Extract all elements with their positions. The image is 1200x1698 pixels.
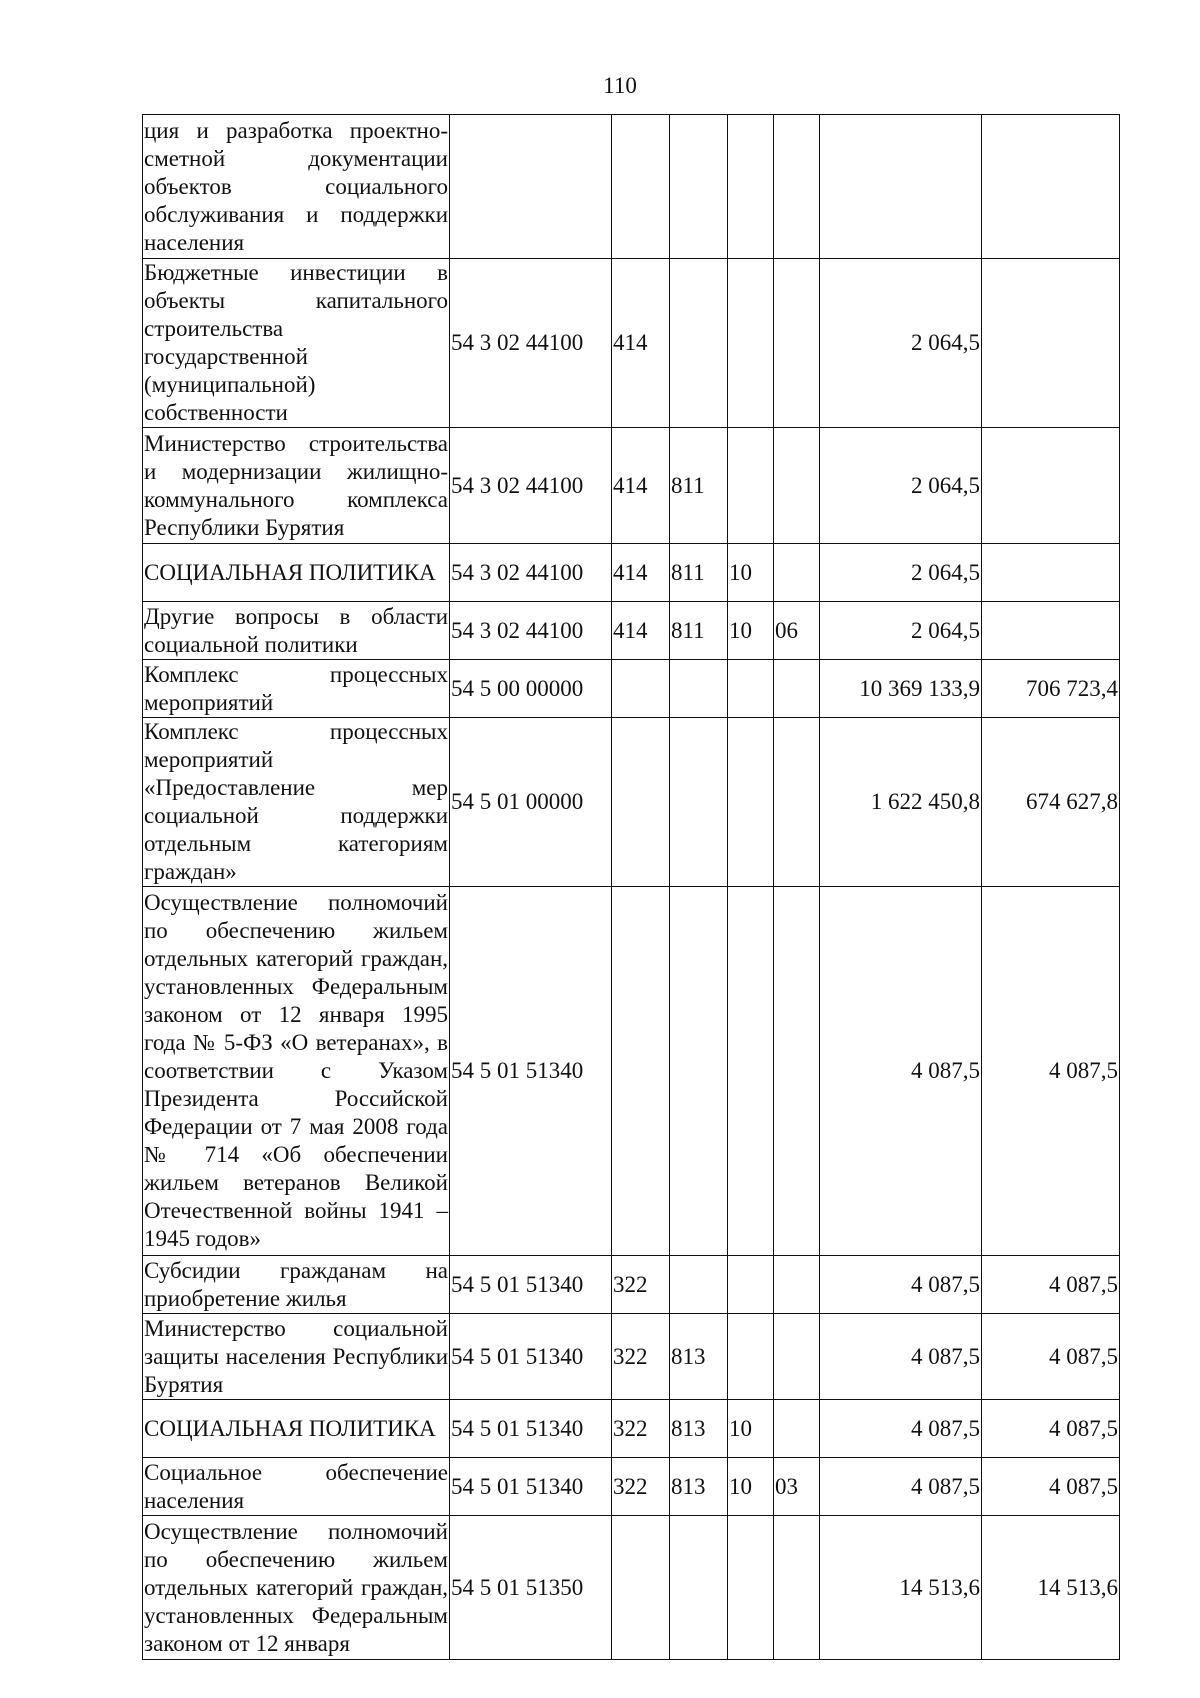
row-description: Субсидии гражданам на приобретение жилья	[143, 1256, 450, 1314]
amount-2: 4 087,5	[982, 1458, 1120, 1516]
ministry-code: 813	[670, 1458, 728, 1516]
row-description: Другие вопросы в области социальной политики	[143, 602, 450, 660]
amount-1: 1 622 450,8	[820, 718, 982, 887]
subsection-code	[774, 259, 820, 428]
row-description: СОЦИАЛЬНАЯ ПОЛИТИКА	[143, 544, 450, 602]
section-code: 10	[728, 544, 774, 602]
row-description: Осуществление полномочий по обеспечению жильем отдельных категорий граждан, установленных Федеральным законом от 12 января 1995 года № 5-ФЗ «О ветеранах», в соответствии с Указом Президента Российской Федерации от 7 мая 2008 года № 714 «Об обеспечении жильем ветеранов Великой Отечественной войны 1941 – 1945 годов»	[143, 887, 450, 1256]
ministry-code	[670, 259, 728, 428]
budget-table	[142, 114, 1120, 1660]
amount-1: 4 087,5	[820, 1314, 982, 1400]
target-code: 54 5 00 00000	[450, 660, 612, 718]
ministry-code: 811	[670, 602, 728, 660]
target-code: 54 5 01 51350	[450, 1516, 612, 1660]
amount-2	[982, 259, 1120, 428]
amount-1: 14 513,6	[820, 1516, 982, 1660]
row-description: Комплекс процессных мероприятий	[143, 660, 450, 718]
ministry-code: 811	[670, 544, 728, 602]
section-code	[728, 115, 774, 259]
page-number: 110	[603, 73, 637, 98]
row-description: Осуществление полномочий по обеспечению жильем отдельных категорий граждан, установленных Федеральным законом от 12 января	[143, 1516, 450, 1660]
table-row	[143, 718, 1120, 887]
amount-1: 4 087,5	[820, 1256, 982, 1314]
subsection-code	[774, 1314, 820, 1400]
amount-2	[982, 544, 1120, 602]
amount-1: 2 064,5	[820, 544, 982, 602]
ministry-code	[670, 1516, 728, 1660]
amount-1: 10 369 133,9	[820, 660, 982, 718]
amount-1: 2 064,5	[820, 259, 982, 428]
expense-type: 322	[612, 1400, 670, 1458]
amount-2: 14 513,6	[982, 1516, 1120, 1660]
amount-2: 706 723,4	[982, 660, 1120, 718]
section-code: 10	[728, 1400, 774, 1458]
subsection-code	[774, 1400, 820, 1458]
subsection-code	[774, 660, 820, 718]
amount-2	[982, 115, 1120, 259]
table-row	[143, 602, 1120, 660]
expense-type	[612, 660, 670, 718]
target-code: 54 5 01 51340	[450, 1458, 612, 1516]
amount-1: 2 064,5	[820, 602, 982, 660]
subsection-code	[774, 887, 820, 1256]
section-code	[728, 1256, 774, 1314]
table-row	[143, 1458, 1120, 1516]
row-description: ция и разработка проектно-сметной документации объектов социального обслуживания и поддержки населения	[143, 115, 450, 259]
subsection-code	[774, 428, 820, 544]
amount-2: 674 627,8	[982, 718, 1120, 887]
expense-type: 322	[612, 1458, 670, 1516]
amount-2: 4 087,5	[982, 1314, 1120, 1400]
target-code: 54 5 01 51340	[450, 1400, 612, 1458]
section-code	[728, 1314, 774, 1400]
amount-1	[820, 115, 982, 259]
ministry-code	[670, 1256, 728, 1314]
amount-2	[982, 602, 1120, 660]
target-code: 54 5 01 00000	[450, 718, 612, 887]
subsection-code	[774, 1256, 820, 1314]
ministry-code: 811	[670, 428, 728, 544]
ministry-code	[670, 887, 728, 1256]
expense-type	[612, 1516, 670, 1660]
subsection-code	[774, 1516, 820, 1660]
row-description: Социальное обеспечение населения	[143, 1458, 450, 1516]
table-row	[143, 1256, 1120, 1314]
ministry-code	[670, 115, 728, 259]
ministry-code	[670, 660, 728, 718]
target-code: 54 3 02 44100	[450, 428, 612, 544]
target-code: 54 5 01 51340	[450, 1256, 612, 1314]
amount-2: 4 087,5	[982, 1256, 1120, 1314]
expense-type: 414	[612, 544, 670, 602]
expense-type: 414	[612, 428, 670, 544]
amount-1: 4 087,5	[820, 1458, 982, 1516]
row-description: Министерство строительства и модернизации жилищно-коммунального комплекса Республики Бурятия	[143, 428, 450, 544]
table-row	[143, 1400, 1120, 1458]
subsection-code: 03	[774, 1458, 820, 1516]
target-code: 54 5 01 51340	[450, 887, 612, 1256]
expense-type: 322	[612, 1256, 670, 1314]
amount-1: 2 064,5	[820, 428, 982, 544]
section-code: 10	[728, 1458, 774, 1516]
expense-type: 414	[612, 259, 670, 428]
expense-type: 414	[612, 602, 670, 660]
amount-2: 4 087,5	[982, 887, 1120, 1256]
table-row	[143, 259, 1120, 428]
table-row	[143, 544, 1120, 602]
table-row	[143, 428, 1120, 544]
target-code: 54 3 02 44100	[450, 259, 612, 428]
table-row	[143, 887, 1120, 1256]
section-code: 10	[728, 602, 774, 660]
section-code	[728, 887, 774, 1256]
row-description: СОЦИАЛЬНАЯ ПОЛИТИКА	[143, 1400, 450, 1458]
table-row	[143, 660, 1120, 718]
section-code	[728, 428, 774, 544]
section-code	[728, 660, 774, 718]
row-description: Комплекс процессных мероприятий «Предоставление мер социальной поддержки отдельным категориям граждан»	[143, 718, 450, 887]
amount-2	[982, 428, 1120, 544]
ministry-code: 813	[670, 1314, 728, 1400]
expense-type	[612, 718, 670, 887]
target-code: 54 5 01 51340	[450, 1314, 612, 1400]
expense-type	[612, 887, 670, 1256]
subsection-code: 06	[774, 602, 820, 660]
amount-1: 4 087,5	[820, 1400, 982, 1458]
section-code	[728, 259, 774, 428]
amount-1: 4 087,5	[820, 887, 982, 1256]
target-code: 54 3 02 44100	[450, 602, 612, 660]
subsection-code	[774, 544, 820, 602]
ministry-code: 813	[670, 1400, 728, 1458]
table-row	[143, 1314, 1120, 1400]
table-row	[143, 1516, 1120, 1660]
table-row	[143, 115, 1120, 259]
subsection-code	[774, 718, 820, 887]
row-description: Министерство социальной защиты населения Республики Бурятия	[143, 1314, 450, 1400]
amount-2: 4 087,5	[982, 1400, 1120, 1458]
section-code	[728, 1516, 774, 1660]
expense-type	[612, 115, 670, 259]
row-description: Бюджетные инвестиции в объекты капитального строительства государственной (муниципальной) собственности	[143, 259, 450, 428]
ministry-code	[670, 718, 728, 887]
expense-type: 322	[612, 1314, 670, 1400]
target-code	[450, 115, 612, 259]
target-code: 54 3 02 44100	[450, 544, 612, 602]
subsection-code	[774, 115, 820, 259]
section-code	[728, 718, 774, 887]
